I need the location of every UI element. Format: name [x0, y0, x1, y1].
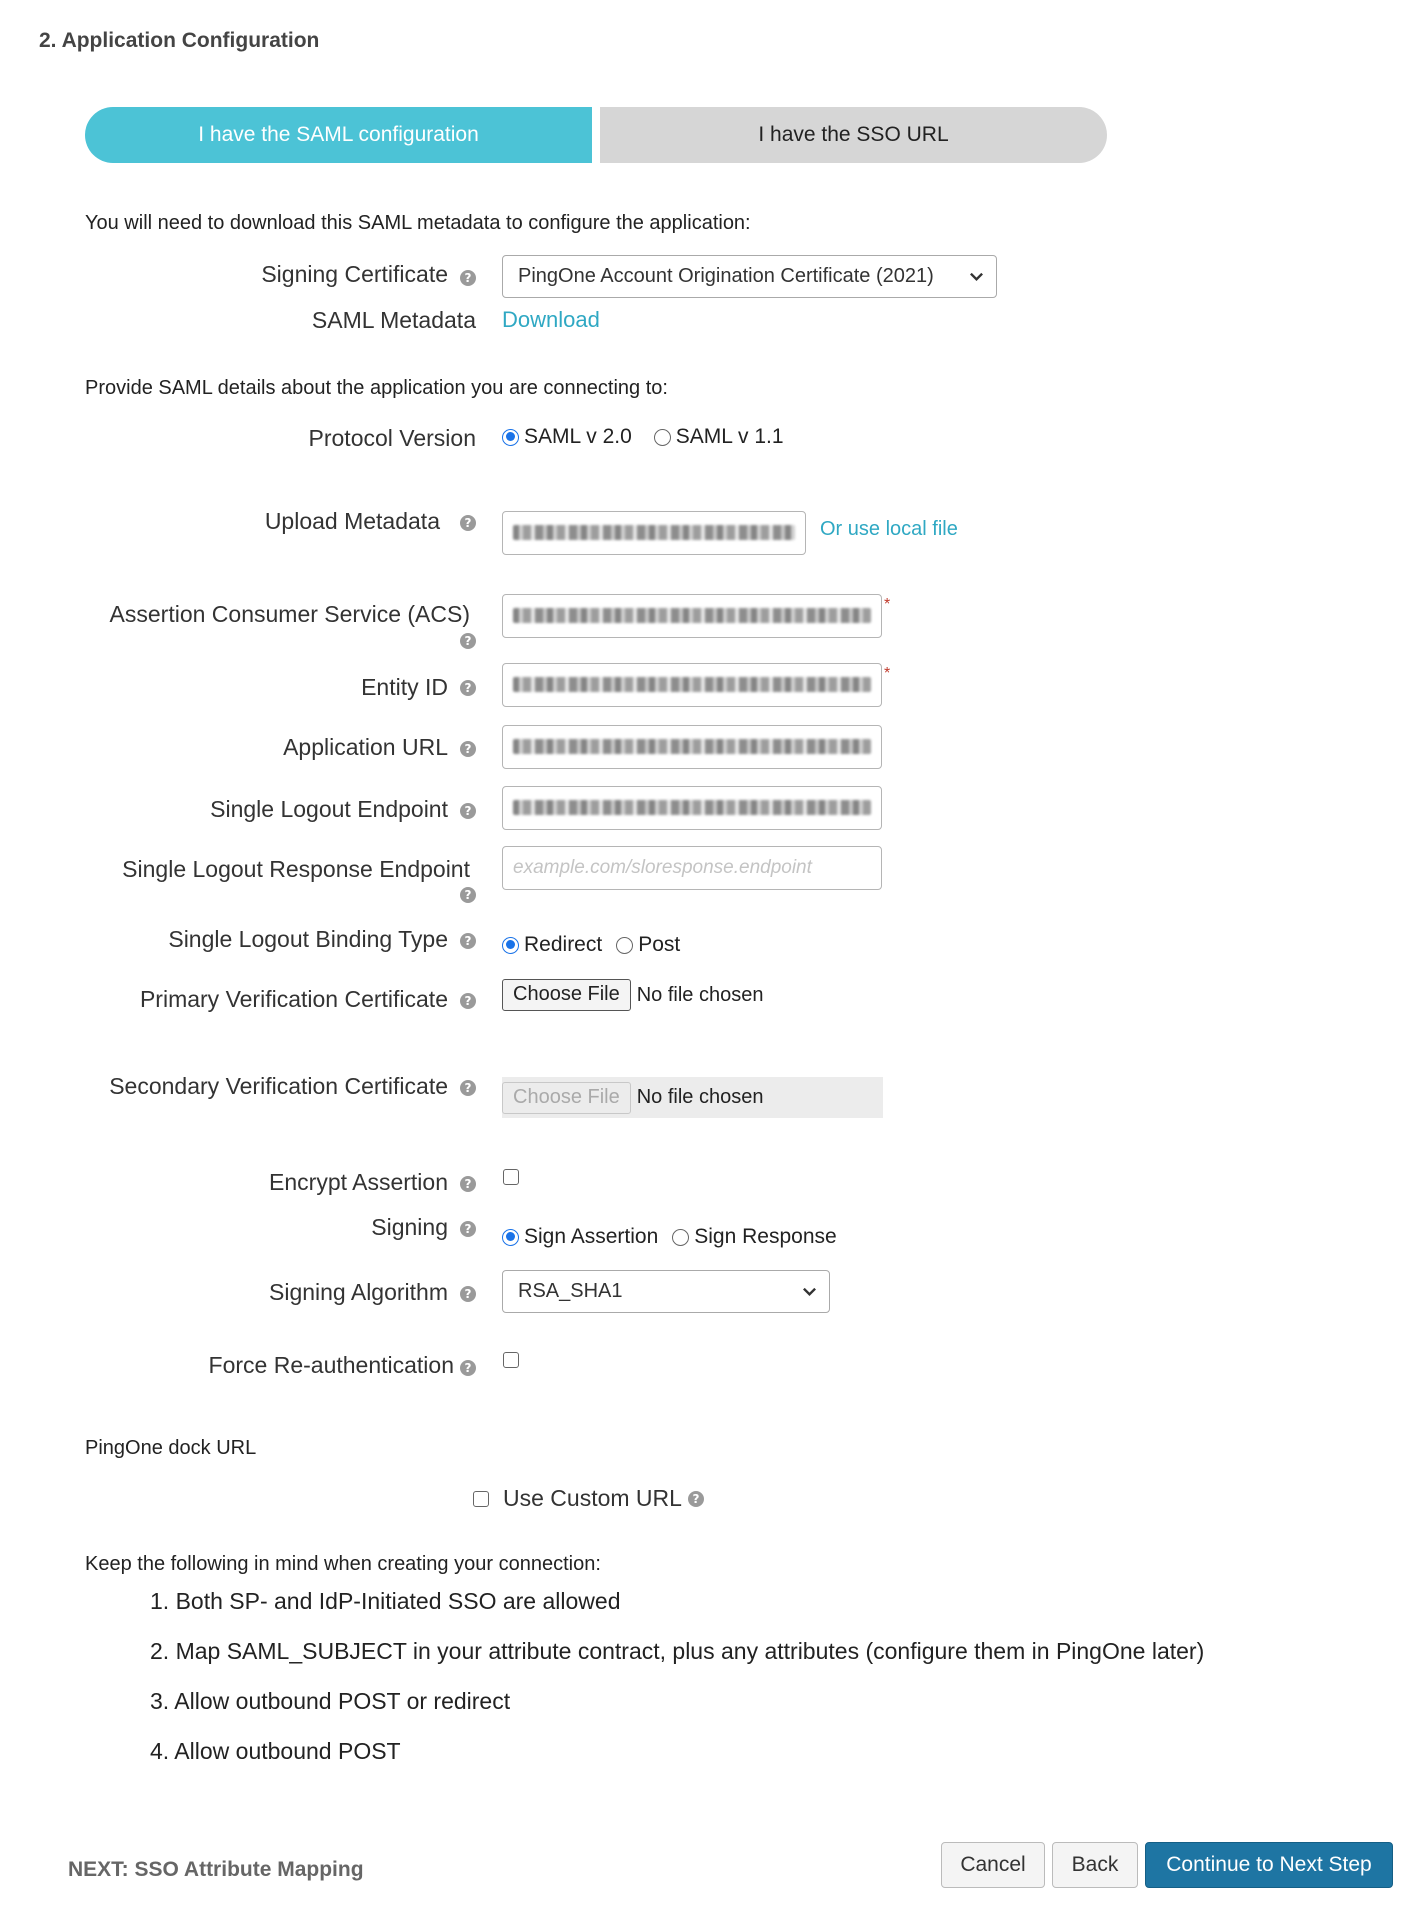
list-item: 3. Allow outbound POST or redirect: [150, 1688, 511, 1714]
entity-id-input[interactable]: [502, 663, 882, 707]
secondary-cert-label: Secondary Verification Certificate: [109, 1073, 448, 1099]
application-url-input[interactable]: [502, 725, 882, 769]
notes-intro: Keep the following in mind when creating your connection:: [85, 1553, 601, 1575]
acs-label: Assertion Consumer Service (ACS): [109, 601, 470, 627]
primary-cert-file: [502, 979, 763, 1011]
encrypt-assertion-label: Encrypt Assertion: [269, 1169, 448, 1195]
radio-redirect[interactable]: [502, 937, 519, 954]
help-icon[interactable]: ?: [460, 680, 476, 696]
single-logout-response-endpoint-label: Single Logout Response Endpoint: [122, 856, 470, 882]
help-icon[interactable]: ?: [460, 1176, 476, 1192]
help-icon[interactable]: ?: [460, 1080, 476, 1096]
required-marker: *: [884, 665, 891, 682]
signing-algorithm-select[interactable]: [502, 1270, 830, 1313]
primary-cert-choose-file-button[interactable]: Choose File: [502, 979, 631, 1011]
signing-certificate-label: Signing Certificate: [261, 261, 448, 287]
secondary-cert-status: No file chosen: [636, 1086, 764, 1108]
use-local-file-link[interactable]: Or use local file: [820, 518, 958, 540]
single-logout-binding-label: Single Logout Binding Type: [168, 926, 448, 952]
custom-url-row: [473, 1485, 704, 1512]
redacted-value: [513, 677, 871, 692]
encrypt-assertion-checkbox[interactable]: [503, 1169, 519, 1185]
download-intro: You will need to download this SAML metadata to configure the application:: [85, 212, 751, 234]
chevron-down-icon: [969, 269, 984, 284]
radio-sign-response-label: Sign Response: [694, 1225, 837, 1248]
signing-certificate-value: PingOne Account Origination Certificate (2021): [518, 265, 934, 287]
continue-button[interactable]: Continue to Next Step: [1145, 1842, 1393, 1888]
help-icon[interactable]: ?: [460, 803, 476, 819]
details-intro: Provide SAML details about the application you are connecting to:: [85, 377, 668, 399]
single-logout-response-endpoint-input[interactable]: example.com/sloresponse.endpoint: [502, 846, 882, 890]
saml-metadata-label: SAML Metadata: [311, 307, 476, 333]
secondary-cert-file: [502, 1077, 883, 1118]
signing-label: Signing: [371, 1214, 448, 1240]
toggle-sso-url[interactable]: I have the SSO URL: [600, 107, 1107, 163]
single-logout-binding-group: [502, 933, 702, 957]
single-logout-endpoint-input[interactable]: [502, 786, 882, 830]
required-marker: *: [884, 596, 891, 613]
help-icon[interactable]: ?: [688, 1491, 704, 1507]
use-custom-url-checkbox[interactable]: [473, 1491, 489, 1507]
help-icon[interactable]: ?: [460, 993, 476, 1009]
signing-group: [502, 1225, 859, 1249]
redacted-value: [513, 608, 871, 623]
force-reauth-label: Force Re-authentication: [208, 1352, 454, 1378]
list-item: 2. Map SAML_SUBJECT in your attribute contract, plus any attributes (configure them in PingOne later): [150, 1638, 1205, 1664]
entity-id-label: Entity ID: [361, 674, 448, 700]
force-reauth-checkbox[interactable]: [503, 1352, 519, 1368]
list-item: 4. Allow outbound POST: [150, 1738, 401, 1764]
radio-saml-1-1-label: SAML v 1.1: [675, 425, 784, 448]
help-icon[interactable]: ?: [460, 1221, 476, 1237]
help-icon[interactable]: ?: [460, 741, 476, 757]
radio-saml-2[interactable]: [502, 429, 519, 446]
redacted-value: [513, 525, 795, 540]
radio-sign-assertion[interactable]: [502, 1229, 519, 1246]
list-item: 1. Both SP- and IdP-Initiated SSO are allowed: [150, 1588, 621, 1614]
cancel-button[interactable]: Cancel: [941, 1842, 1045, 1888]
dock-url-title: PingOne dock URL: [85, 1437, 257, 1459]
protocol-version-label: Protocol Version: [308, 425, 476, 451]
signing-algorithm-label: Signing Algorithm: [269, 1279, 448, 1305]
radio-redirect-label: Redirect: [524, 933, 603, 956]
download-metadata-link[interactable]: Download: [502, 307, 600, 332]
signing-certificate-select[interactable]: [502, 255, 997, 298]
help-icon[interactable]: ?: [460, 887, 476, 903]
notes-list: [150, 1588, 1204, 1788]
redacted-value: [513, 739, 871, 754]
help-icon[interactable]: ?: [460, 933, 476, 949]
next-step-label: NEXT: SSO Attribute Mapping: [68, 1858, 364, 1881]
signing-algorithm-value: RSA_SHA1: [518, 1280, 623, 1302]
single-logout-endpoint-label: Single Logout Endpoint: [210, 796, 448, 822]
radio-post[interactable]: [616, 937, 633, 954]
radio-post-label: Post: [638, 933, 681, 956]
chevron-down-icon: [802, 1284, 817, 1299]
toggle-saml-configuration[interactable]: I have the SAML configuration: [85, 107, 592, 163]
back-button[interactable]: Back: [1052, 1842, 1138, 1888]
radio-saml-1-1[interactable]: [654, 429, 671, 446]
radio-sign-assertion-label: Sign Assertion: [524, 1225, 659, 1248]
help-icon[interactable]: ?: [460, 1286, 476, 1302]
use-custom-url-label: Use Custom URL: [503, 1485, 682, 1511]
primary-cert-label: Primary Verification Certificate: [139, 986, 448, 1012]
section-title: 2. Application Configuration: [39, 29, 320, 52]
secondary-cert-choose-file-button[interactable]: Choose File: [502, 1082, 631, 1114]
help-icon[interactable]: ?: [460, 515, 476, 531]
acs-input[interactable]: [502, 594, 882, 638]
config-mode-toggle: [85, 107, 1107, 163]
application-url-label: Application URL: [283, 734, 448, 760]
redacted-value: [513, 800, 871, 815]
upload-metadata-input[interactable]: [502, 511, 806, 555]
upload-metadata-label: Upload Metadata: [264, 508, 440, 534]
help-icon[interactable]: ?: [460, 633, 476, 649]
help-icon[interactable]: ?: [460, 1360, 476, 1376]
radio-sign-response[interactable]: [672, 1229, 689, 1246]
primary-cert-status: No file chosen: [636, 983, 764, 1006]
radio-saml-2-label: SAML v 2.0: [524, 425, 632, 448]
protocol-version-group: [502, 425, 806, 449]
help-icon[interactable]: ?: [460, 270, 476, 286]
